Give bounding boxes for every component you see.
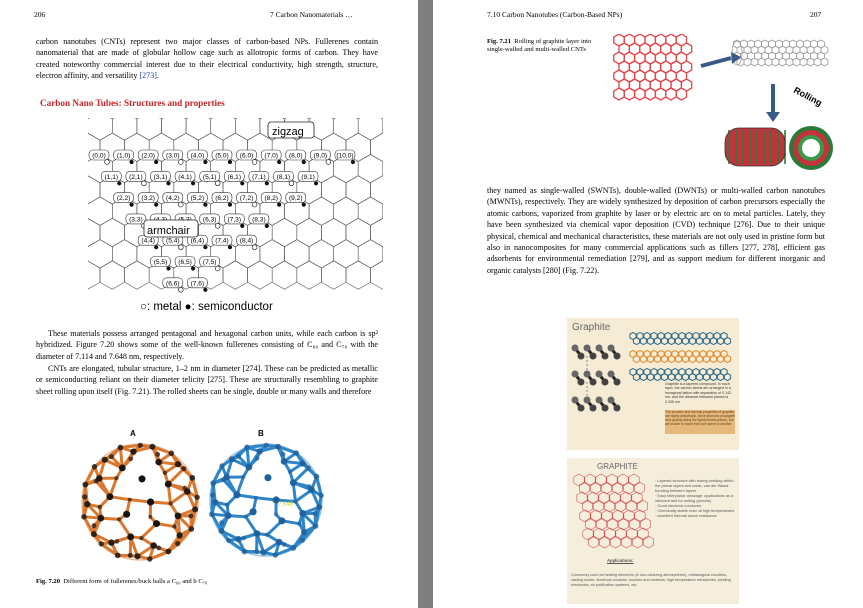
- applications-label: Applications:: [607, 558, 634, 563]
- chirality-cell-label: (1,0): [116, 152, 131, 160]
- chirality-cell-label: (8,2): [264, 195, 278, 203]
- chirality-cell-label: (1,1): [104, 173, 119, 181]
- chirality-cell-label: (7,1): [252, 173, 266, 181]
- semiconductor-marker: [154, 245, 158, 249]
- semiconductor-marker: [204, 160, 208, 164]
- chirality-cell-label: (3,3): [129, 216, 143, 224]
- swcnt-tube-image: [732, 40, 828, 66]
- graphite-lattice-image: [572, 345, 621, 412]
- semiconductor-marker: [228, 245, 232, 249]
- semiconductor-marker: [130, 203, 134, 207]
- metal-marker: [178, 287, 183, 292]
- chirality-cell-label: (4,2): [166, 195, 180, 203]
- semiconductor-marker: [117, 182, 121, 186]
- chirality-cell-label: (3,1): [153, 173, 168, 181]
- graphite-panel-title: Graphite: [572, 322, 611, 333]
- metal-marker: [178, 202, 183, 207]
- chirality-cell-label: (6,4): [190, 237, 205, 245]
- zigzag-label: zigzag: [272, 126, 304, 138]
- semiconductor-marker: [204, 203, 208, 207]
- graphite-property-item: · Good electrical conductor: [655, 503, 702, 508]
- semiconductor-marker: [265, 182, 269, 186]
- semiconductor-marker: [302, 203, 306, 207]
- citation-273[interactable]: [273]: [139, 71, 157, 81]
- body-paragraph-2: CNTs are elongated, tubular structure, 1–2 nm in diameter [274]. These can be predicted as metallic or semiconducting reliant on their diameter telicity [275]. These are structurally resembling to graphite sheet rolling upon itself (Fig. 7.21). The rolled sheets can be single, double or many walls and therefore: [36, 364, 378, 396]
- graphite-panel-note: The acoustic and thermal properties of graphite are highly anisotropic, since phonons propagate very quickly along the tightly bound planes, but are slower to travel from one plane to another.: [665, 410, 735, 434]
- armchair-label: armchair: [147, 225, 190, 237]
- body-paragraph-1: These materials possess arranged pentagonal and hexagonal carbon units, while each carbon is sp² hybridized. Figure 7.20 shows some of the well-known fullerenes consisting of C₆₀ and C₇₀ with the diameter of 7.114 and 7.648 nm, respectively.: [36, 329, 378, 361]
- chirality-cell-label: (7,6): [190, 280, 205, 288]
- graphite-layers-image: [630, 332, 731, 380]
- running-header-right: 7.10 Carbon Nanotubes (Carbon-Based NPs): [487, 10, 623, 19]
- metal-marker: [215, 224, 220, 229]
- figure-7-21-text: Rolling of graphite layer into single-walled and multi-walled CNTs: [487, 38, 592, 54]
- metal-marker: [252, 160, 257, 165]
- graphite-properties-panel: [567, 458, 739, 604]
- chirality-cell-label: (5,2): [190, 195, 205, 203]
- chirality-cell-label: (5,5): [153, 259, 168, 266]
- chirality-cell-label: (4,4): [141, 237, 155, 245]
- figure-7-20-text: Different form of fullerenes/buck balls a C₆₀ and b C₇₀: [63, 578, 208, 585]
- semiconductor-marker: [240, 224, 244, 228]
- chirality-cell-label: (9,2): [288, 195, 303, 203]
- chirality-cell-label: (9,1): [301, 173, 315, 181]
- chirality-cell-label: (3,2): [141, 195, 155, 203]
- semiconductor-marker: [167, 267, 171, 271]
- chirality-cells: [89, 150, 355, 292]
- chirality-cell-label: (7,4): [215, 237, 229, 245]
- intro-paragraph: carbon nanotubes (CNTs) represent two major classes of carbon-based NPs. Fullerenes contain nanomaterial that are made of globular hollow cage such as allotropic forms of carbon. They have created noteworthy commercial interest due to their electrical conductivity, high strength, structure, electron affinity, and versatility [273].: [36, 37, 378, 81]
- metal-marker: [289, 181, 294, 186]
- graphite-panel-text: Graphite is a layered compound. In each layer, the carbon atoms are arranged in a hexagonal lattice with separation of 0.142 nm, and the distance between planes is 0.335 nm: [665, 382, 732, 404]
- fullerene-label-b: B: [258, 429, 264, 438]
- semiconductor-marker: [314, 182, 318, 186]
- semiconductor-marker: [191, 267, 195, 271]
- figure-7-21-label: Fig. 7.21: [487, 38, 511, 45]
- chirality-cell-label: (5,4): [166, 237, 180, 245]
- arrow-head-mwcnt: [766, 112, 780, 122]
- chirality-cell-label: (4,0): [190, 152, 205, 160]
- metal-marker: [178, 160, 183, 165]
- section-heading: Carbon Nano Tubes: Structures and properties: [40, 98, 225, 108]
- chirality-cell-label: (6,5): [178, 259, 192, 266]
- page-number-right: 207: [810, 10, 822, 19]
- chirality-cell-label: (6,1): [227, 173, 242, 181]
- metal-marker: [105, 160, 110, 165]
- metal-marker: [215, 181, 220, 186]
- chirality-cell-label: (10,0): [336, 152, 354, 160]
- chirality-cell-label: (2,2): [116, 195, 131, 203]
- mwcnt-tube-image: [725, 128, 785, 166]
- figure-7-21-caption: [487, 38, 597, 55]
- graphite-properties-title: GRAPHITE: [597, 462, 638, 471]
- chirality-cell-label: (2,1): [129, 173, 143, 181]
- c60-buckyball-image: [81, 443, 200, 562]
- graphite-property-item: · Layered structure with strong bonding within the planar layers and weak, van der Waals bonding between layers: [655, 478, 734, 493]
- chirality-cell-label: (0,0): [92, 152, 106, 160]
- metal-semiconductor-legend: ○: metal ●: semiconductor: [140, 301, 273, 313]
- chirality-map-figure: [88, 118, 383, 318]
- chirality-cell-label: (3,0): [166, 152, 180, 160]
- chirality-cell-label: (6,3): [202, 216, 217, 224]
- right-body-paragraph: they named as single-walled (SWNTs), double-walled (DWNTs) or multi-walled carbon nanotubes (MWNTs), respectively. They are widely synthesized by deposition of carbon precursors especially the atomic carbons, vaporized from graphite by laser or by electric arc on to metal particles. Lately, they have been synthesized via chemical vapor deposition (CVD) technique [276]. Due to their unique physical, chemical and mechanical characteristics, these materials are not only used in pristine form but also in nanocomposites for many commercial applications such as fillers [277, 278], efficient gas adsorbents for environmental remediation [279], and as support medium for different inorganic and organic catalysts [280] (Fig. 7.22).: [487, 186, 825, 275]
- page-number-left: 206: [34, 10, 46, 19]
- chirality-cell-label: (4,1): [178, 173, 192, 181]
- rolling-label: Rolling: [792, 84, 824, 109]
- graphite-panel: [567, 318, 739, 450]
- chirality-cell-label: (6,2): [215, 195, 229, 203]
- metal-marker: [141, 181, 146, 186]
- intro-text: carbon nanotubes (CNTs) represent two major classes of carbon-based NPs. Fullerenes contain nanomaterial that are made of globular hollow cage such as allotropic forms of carbon. They have created noteworthy commercial interest due to their electrical conductivity, high strength, structure, electron affinity, and versatility: [36, 37, 378, 81]
- metal-marker: [178, 245, 183, 250]
- chirality-cell-label: (7,5): [202, 259, 217, 266]
- semiconductor-marker: [167, 182, 171, 186]
- chirality-cell-label: (5,1): [202, 173, 217, 181]
- graphene-sheet-image: [614, 34, 692, 100]
- chirality-cell-label: (5,0): [215, 152, 229, 160]
- metal-marker: [326, 160, 331, 165]
- semiconductor-marker: [240, 182, 244, 186]
- figure-7-20-label: Fig. 7.20: [36, 578, 60, 585]
- semiconductor-marker: [204, 288, 208, 292]
- chirality-cell-label: (8,4): [239, 237, 254, 245]
- chirality-cell-label: (8,1): [276, 173, 291, 181]
- chirality-cell-label: (6,0): [239, 152, 254, 160]
- metal-marker: [215, 266, 220, 271]
- semiconductor-marker: [277, 160, 281, 164]
- graphite-rolling-figure: [613, 34, 838, 176]
- semiconductor-marker: [191, 182, 195, 186]
- chirality-cell-label: (7,0): [264, 152, 278, 160]
- left-page: [0, 0, 418, 608]
- semiconductor-marker: [130, 160, 134, 164]
- semiconductor-marker: [204, 245, 208, 249]
- running-header-left: 7 Carbon Nanomaterials …: [270, 10, 353, 19]
- semiconductor-marker: [154, 160, 158, 164]
- semiconductor-marker: [351, 160, 355, 164]
- chirality-cell-label: (7,2): [239, 195, 254, 203]
- metal-marker: [252, 202, 257, 207]
- metal-marker: [252, 245, 257, 250]
- graphite-properties-list: [655, 478, 737, 518]
- graphite-property-item: · Easy interplanar cleavage, applications as a lubricant and for writing (pencils): [655, 493, 734, 503]
- fullerene-figure: [50, 424, 360, 574]
- fullerene-label-a: A: [130, 429, 136, 438]
- semiconductor-marker: [228, 203, 232, 207]
- fullerene-b-value: 7.648: [278, 502, 294, 508]
- semiconductor-marker: [265, 224, 269, 228]
- c70-buckyball-image: [209, 443, 324, 558]
- right-page: [433, 0, 863, 608]
- graphite-property-item: · excellent thermal shock resistance: [655, 513, 717, 518]
- chirality-cell-label: (2,0): [141, 152, 155, 160]
- chirality-cell-label: (9,0): [313, 152, 328, 160]
- semiconductor-marker: [228, 160, 232, 164]
- mwcnt-cross-section-image: [789, 126, 833, 170]
- semiconductor-marker: [277, 203, 281, 207]
- chirality-cell-label: (6,6): [166, 280, 180, 288]
- figure-7-20-caption: [36, 578, 396, 586]
- chirality-cell-label: (8,3): [252, 216, 266, 224]
- semiconductor-marker: [154, 203, 158, 207]
- arrow-to-swcnt: [701, 58, 731, 66]
- graphite-3d-lattice-image: [574, 474, 654, 548]
- semiconductor-marker: [302, 160, 306, 164]
- applications-text: Commonly used as heating elements (in non-oxidizing atmospheres), metallurgical crucibles, casting molds, electrical contacts, brushes and resistors, high temperature refractories, welding electrodes, air purification systems, etc.: [571, 573, 731, 587]
- chirality-cell-label: (7,3): [227, 216, 242, 224]
- graphite-property-item: · Chemically stable even at high temperatures: [655, 508, 735, 513]
- chirality-cell-label: (8,0): [288, 152, 303, 160]
